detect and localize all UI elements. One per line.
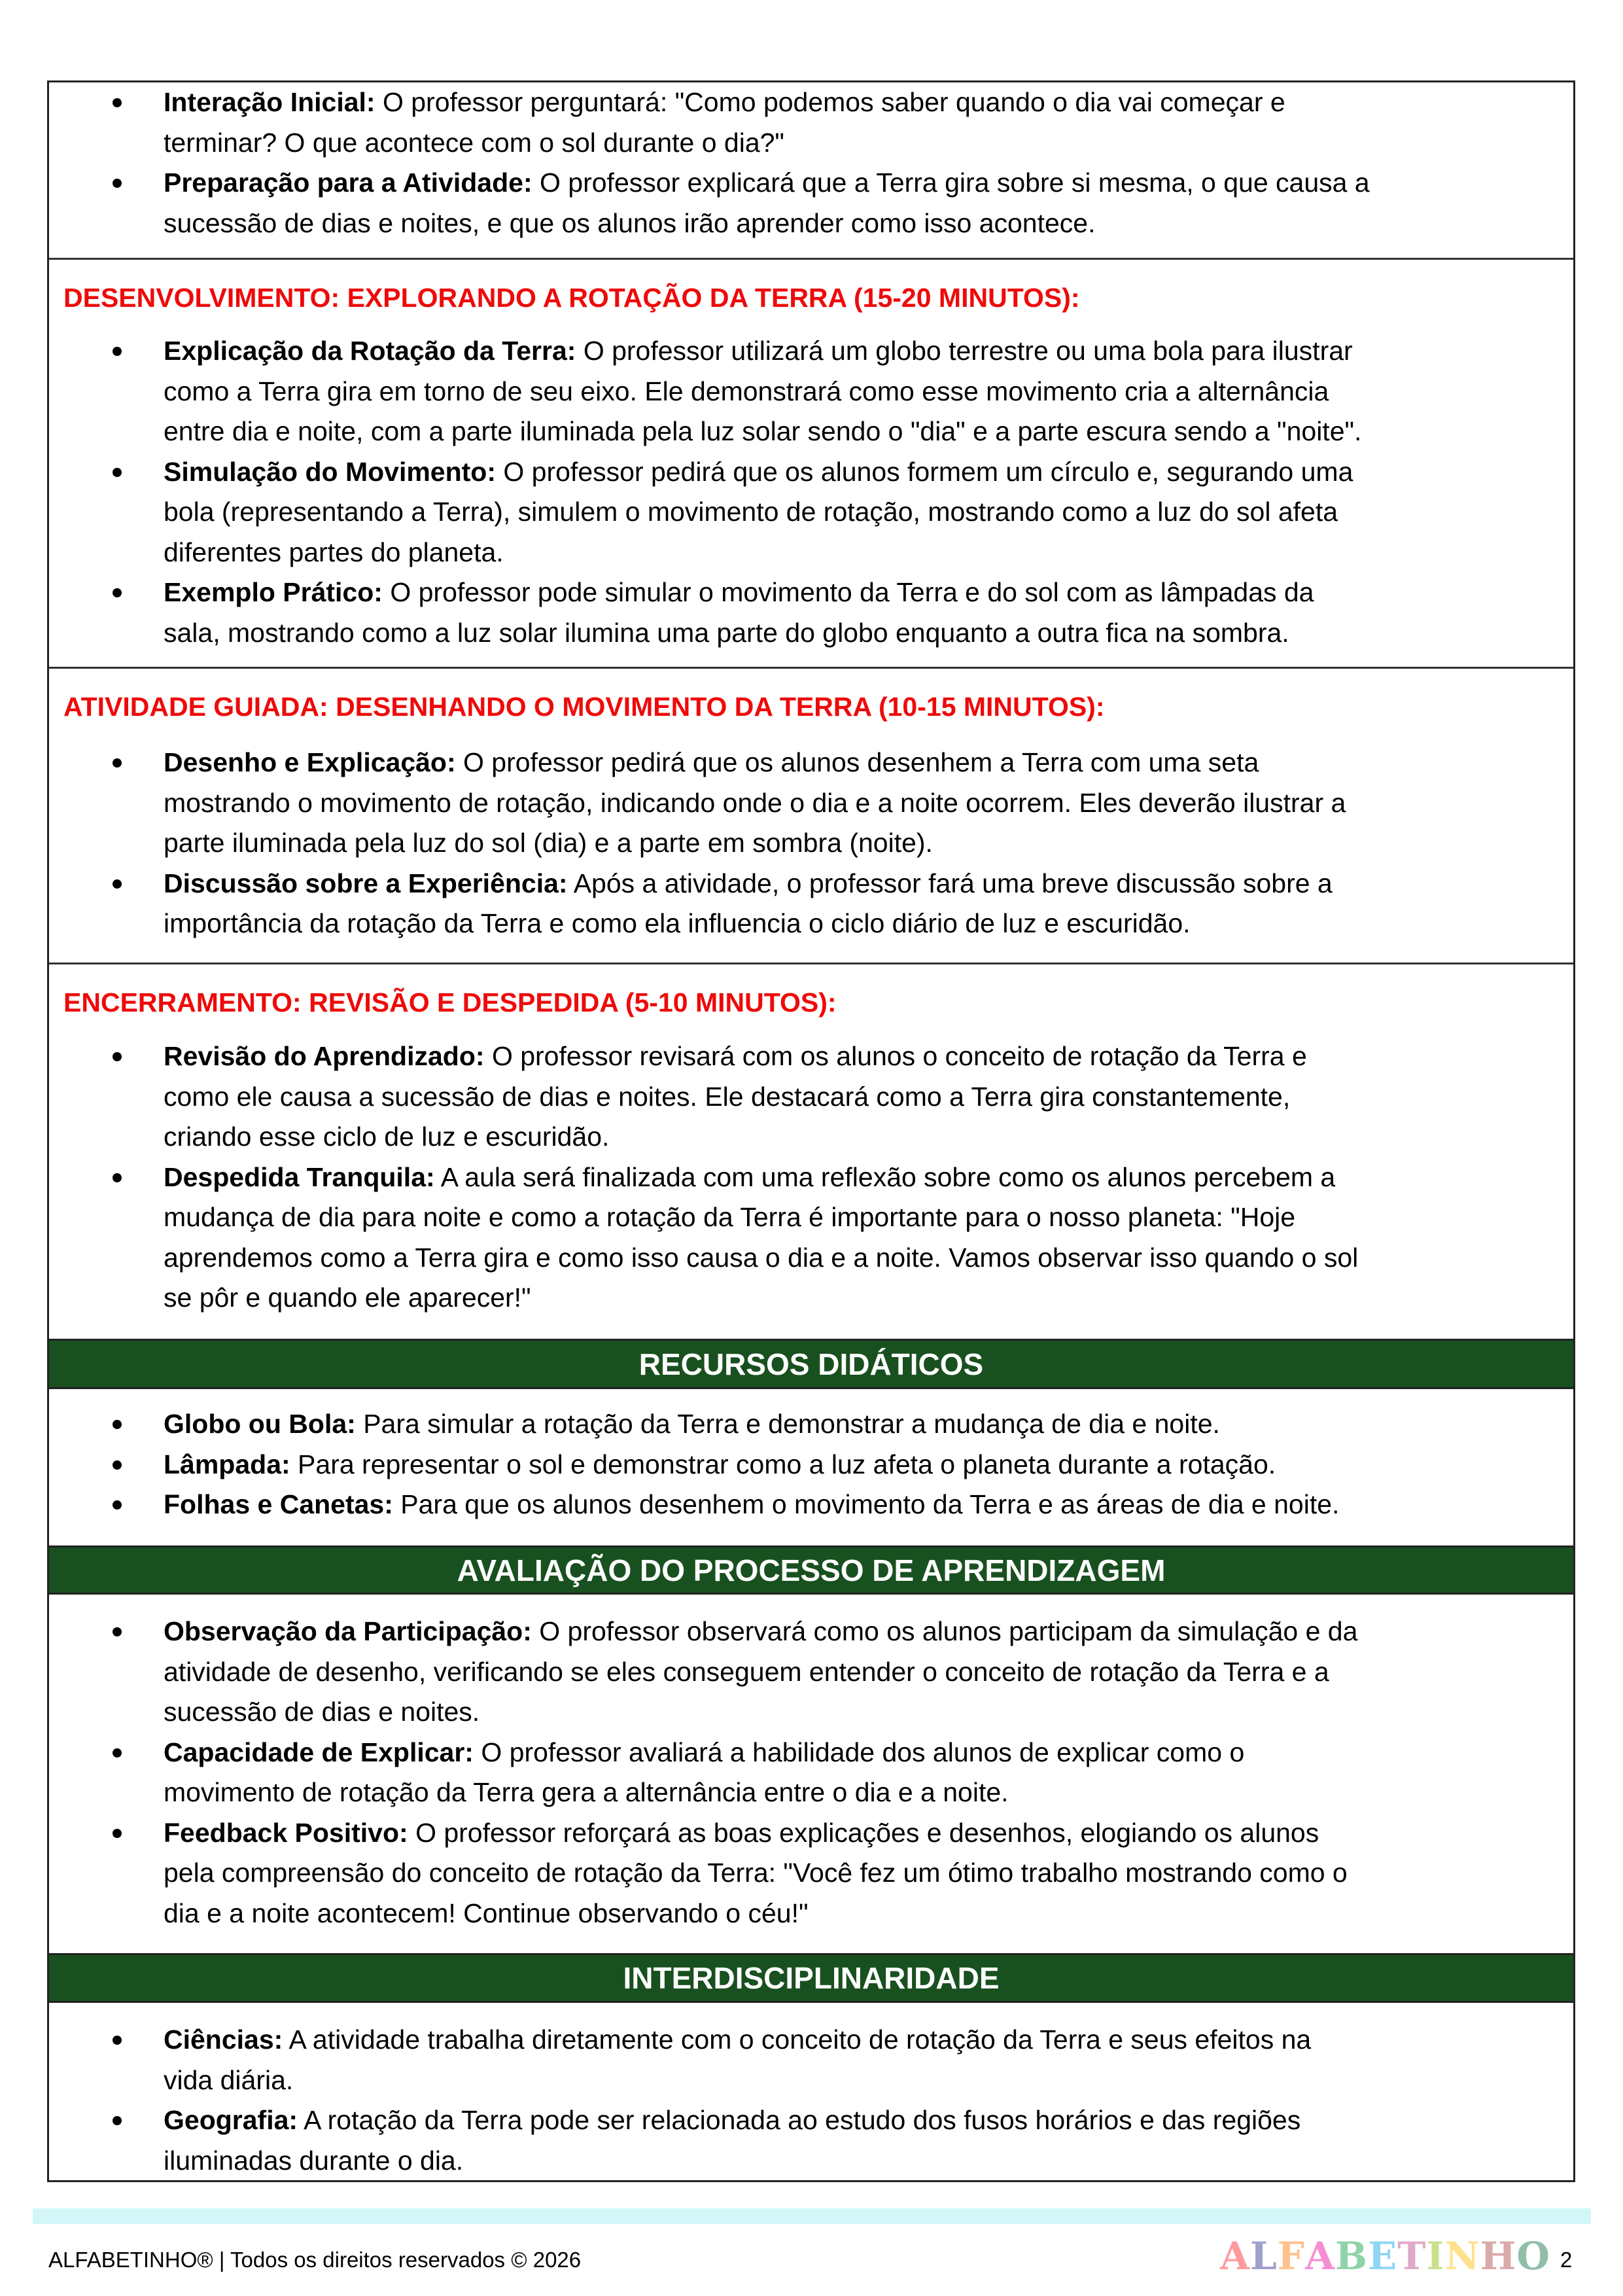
list-item-body: O professor revisará com os alunos o conceito de rotação da Terra e — [484, 1041, 1307, 1071]
avaliacao-header — [49, 1545, 1573, 1595]
list-item-continuation — [49, 1894, 1573, 1934]
list-item-body: dia e a noite acontecem! Continue observando o céu!" — [164, 1898, 809, 1928]
list-item — [49, 743, 1573, 783]
list-item-text — [164, 1445, 1276, 1485]
section-heading: DESENVOLVIMENTO: EXPLORANDO A ROTAÇÃO DA TERRA (15-20 MINUTOS): — [63, 283, 1080, 313]
list-item-body: criando esse ciclo de luz e escuridão. — [164, 1122, 610, 1152]
list-item-label: Ciências: — [164, 2024, 283, 2055]
desenvolvimento-row — [49, 258, 1573, 667]
list-item-body: O professor pode simular o movimento da Terra e do sol com as lâmpadas da — [382, 577, 1314, 607]
list-item-body: entre dia e noite, com a parte iluminada pela luz solar sendo o "dia" e a parte escura sendo a "noite". — [164, 416, 1362, 446]
list-item-body: O professor pedirá que os alunos formem um círculo e, segurando uma — [496, 456, 1353, 487]
lesson-plan-table — [47, 80, 1575, 2182]
list-item-label: Simulação do Movimento: — [164, 456, 496, 487]
footer-copyright: ALFABETINHO® | Todos os direitos reservados © 2026 — [48, 2248, 582, 2272]
list-item-text — [164, 864, 1333, 904]
bullet-icon — [113, 2116, 122, 2125]
list-item — [49, 1157, 1573, 1198]
list-item — [49, 82, 1573, 123]
bullet-icon — [113, 588, 122, 597]
list-item-text — [164, 372, 1329, 412]
interdisciplinaridade-row — [49, 2003, 1573, 2180]
list-item-continuation — [49, 613, 1573, 654]
bullet-icon — [113, 1052, 122, 1061]
list-item-body: aprendemos como a Terra gira e como isso causa o dia e a noite. Vamos observar isso quando o sol — [164, 1242, 1359, 1273]
encerramento-list — [49, 1036, 1573, 1318]
list-item-text — [164, 1692, 480, 1733]
recursos-row — [49, 1389, 1573, 1547]
list-item-body: O professor avaliará a habilidade dos alunos de explicar como o — [473, 1737, 1245, 1767]
list-item — [49, 2020, 1573, 2060]
alfabetinho-logo — [1220, 2234, 1550, 2278]
list-item-text — [164, 203, 1096, 244]
list-item-label: Explicação da Rotação da Terra: — [164, 336, 576, 366]
list-item-label: Geografia: — [164, 2105, 298, 2135]
interdisciplinaridade-title: INTERDISCIPLINARIDADE — [623, 1961, 1000, 1995]
list-item-text — [164, 2141, 463, 2181]
list-item — [49, 1612, 1573, 1652]
list-item-body: parte iluminada pela luz do sol (dia) e a parte em sombra (noite). — [164, 828, 933, 858]
logo-letter: N — [1444, 2234, 1480, 2278]
intro-list — [49, 82, 1573, 243]
avaliacao-list — [49, 1612, 1573, 1934]
section-heading: ATIVIDADE GUIADA: DESENHANDO O MOVIMENTO DA TERRA (10-15 MINUTOS): — [63, 692, 1105, 722]
bullet-icon — [113, 1748, 122, 1757]
desenvolvimento-list — [49, 331, 1573, 653]
list-item-text — [164, 1238, 1358, 1279]
list-item — [49, 1036, 1573, 1077]
list-item-text — [164, 1404, 1220, 1445]
list-item-body: O professor pedirá que os alunos desenhem a Terra com uma seta — [455, 747, 1259, 777]
atividade-row — [49, 667, 1573, 963]
list-item-body: A aula será finalizada com uma reflexão sobre como os alunos percebem a — [434, 1161, 1336, 1192]
list-item-label: Despedida Tranquila: — [164, 1161, 435, 1192]
list-item-text — [164, 1773, 1009, 1813]
list-item-body: mudança de dia para noite e como a rotação da Terra é importante para o nosso planeta: "Hoje — [164, 1202, 1296, 1232]
logo-letter: E — [1368, 2234, 1398, 2278]
list-item-label: Observação da Participação: — [164, 1616, 532, 1646]
list-item-text — [164, 1036, 1307, 1077]
list-item-continuation — [49, 1077, 1573, 1118]
recursos-header — [49, 1339, 1573, 1389]
list-item-text — [164, 823, 933, 864]
list-item-body: A atividade trabalha diretamente com o conceito de rotação da Terra e seus efeitos na — [283, 2024, 1312, 2055]
list-item-label: Feedback Positivo: — [164, 1817, 408, 1848]
logo-letter: F — [1277, 2234, 1305, 2278]
list-item-text — [164, 123, 784, 164]
list-item-text — [164, 412, 1361, 452]
list-item-continuation — [49, 1853, 1573, 1894]
list-item-body: vida diária. — [164, 2064, 294, 2095]
list-item-continuation — [49, 123, 1573, 164]
list-item-text — [164, 743, 1259, 783]
list-item-body: A rotação da Terra pode ser relacionada ao estudo dos fusos horários e das regiões — [298, 2105, 1301, 2135]
list-item-text — [164, 2060, 293, 2101]
list-item-continuation — [49, 1197, 1573, 1238]
list-item-body: bola (representando a Terra), simulem o movimento de rotação, mostrando como a luz do sol afeta — [164, 497, 1338, 527]
list-item — [49, 1445, 1573, 1485]
list-item-body: O professor observará como os alunos participam da simulação e da — [531, 1616, 1358, 1646]
list-item-label: Preparação para a Atividade: — [164, 168, 532, 198]
bullet-icon — [113, 468, 122, 477]
bullet-icon — [113, 879, 122, 889]
list-item — [49, 864, 1573, 904]
list-item-text — [164, 1485, 1339, 1525]
list-item-body: movimento de rotação da Terra gera a alternância entre o dia e a noite. — [164, 1777, 1009, 1807]
list-item-body: Para simular a rotação da Terra e demonstrar a mudança de dia e noite. — [355, 1409, 1220, 1439]
list-item-label: Exemplo Prático: — [164, 577, 383, 607]
list-item — [49, 1733, 1573, 1773]
encerramento-row — [49, 963, 1573, 1339]
list-item-text — [164, 163, 1370, 203]
list-item-text — [164, 1157, 1335, 1198]
avaliacao-row — [49, 1595, 1573, 1953]
footer-divider-bar — [33, 2208, 1591, 2224]
list-item-label: Interação Inicial: — [164, 87, 375, 117]
intro-row — [49, 82, 1573, 258]
bullet-icon — [113, 1627, 122, 1636]
list-item-continuation — [49, 412, 1573, 452]
list-item-continuation — [49, 1238, 1573, 1279]
list-item-text — [164, 904, 1191, 944]
logo-letter: T — [1397, 2234, 1427, 2278]
logo-letter: H — [1480, 2234, 1517, 2278]
list-item-body: como ele causa a sucessão de dias e noites. Ele destacará como a Terra gira constantemente, — [164, 1081, 1291, 1112]
list-item-continuation — [49, 533, 1573, 573]
bullet-icon — [113, 758, 122, 768]
bullet-icon — [113, 2036, 122, 2045]
list-item-text — [164, 452, 1353, 493]
bullet-icon — [113, 1173, 122, 1182]
section-heading: ENCERRAMENTO: REVISÃO E DESPEDIDA (5-10 MINUTOS): — [63, 987, 837, 1017]
list-item-continuation — [49, 372, 1573, 412]
list-item-body: se pôr e quando ele aparecer!" — [164, 1282, 531, 1313]
list-item-body: Após a atividade, o professor fará uma breve discussão sobre a — [567, 868, 1333, 898]
bullet-icon — [113, 179, 122, 188]
list-item — [49, 573, 1573, 613]
list-item-body: O professor perguntará: "Como podemos saber quando o dia vai começar e — [375, 87, 1285, 117]
list-item-body: sala, mostrando como a luz solar ilumina uma parte do globo enquanto a outra fica na sombra. — [164, 617, 1289, 648]
list-item-body: mostrando o movimento de rotação, indicando onde o dia e a noite ocorrem. Eles deverão ilustrar a — [164, 787, 1346, 818]
atividade-list — [49, 743, 1573, 944]
list-item-label: Folhas e Canetas: — [164, 1489, 393, 1519]
list-item-label: Discussão sobre a Experiência: — [164, 868, 568, 898]
list-item-body: Para que os alunos desenhem o movimento da Terra e as áreas de dia e noite. — [393, 1489, 1340, 1519]
list-item-body: terminar? O que acontece com o sol durante o dia?" — [164, 127, 784, 158]
logo-letter: A — [1304, 2234, 1335, 2278]
logo-letter: L — [1250, 2234, 1278, 2278]
list-item-body: sucessão de dias e noites, e que os alunos irão aprender como isso acontece. — [164, 207, 1096, 238]
list-item — [49, 2100, 1573, 2141]
list-item-text — [164, 533, 504, 573]
avaliacao-title: AVALIAÇÃO DO PROCESSO DE APRENDIZAGEM — [457, 1553, 1166, 1587]
list-item-continuation — [49, 1117, 1573, 1157]
list-item-label: Desenho e Explicação: — [164, 747, 456, 777]
list-item-label: Globo ou Bola: — [164, 1409, 356, 1439]
list-item-text — [164, 331, 1353, 372]
list-item — [49, 163, 1573, 203]
list-item-label: Lâmpada: — [164, 1449, 290, 1479]
list-item — [49, 1813, 1573, 1854]
bullet-icon — [113, 1420, 122, 1429]
page-number: 2 — [1560, 2248, 1573, 2272]
list-item-label: Revisão do Aprendizado: — [164, 1041, 485, 1071]
list-item-continuation — [49, 1652, 1573, 1693]
list-item-continuation — [49, 1278, 1573, 1318]
list-item-text — [164, 1733, 1244, 1773]
list-item-continuation — [49, 904, 1573, 944]
list-item-text — [164, 1612, 1357, 1652]
list-item-continuation — [49, 2060, 1573, 2101]
list-item-text — [164, 613, 1289, 654]
list-item — [49, 452, 1573, 493]
bullet-icon — [113, 1500, 122, 1510]
bullet-icon — [113, 347, 122, 356]
list-item-body: O professor utilizará um globo terrestre ou uma bola para ilustrar — [576, 336, 1353, 366]
list-item-text — [164, 82, 1285, 123]
logo-letter: I — [1426, 2234, 1445, 2278]
list-item-continuation — [49, 492, 1573, 533]
list-item-text — [164, 1278, 531, 1318]
bullet-icon — [113, 98, 122, 107]
list-item-text — [164, 2100, 1300, 2141]
list-item-body: como a Terra gira em torno de seu eixo. Ele demonstrará como esse movimento cria a alternância — [164, 376, 1329, 406]
logo-letter: B — [1335, 2234, 1369, 2278]
list-item-body: Para representar o sol e demonstrar como a luz afeta o planeta durante a rotação. — [290, 1449, 1276, 1479]
list-item-label: Capacidade de Explicar: — [164, 1737, 474, 1767]
interdisciplinaridade-list — [49, 2020, 1573, 2180]
list-item-continuation — [49, 203, 1573, 244]
list-item-body: atividade de desenho, verificando se eles conseguem entender o conceito de rotação da Terra e a — [164, 1656, 1329, 1687]
list-item-body: importância da rotação da Terra e como ela influencia o ciclo diário de luz e escuridão. — [164, 908, 1191, 938]
list-item-text — [164, 1197, 1295, 1238]
list-item-body: O professor reforçará as boas explicações e desenhos, elogiando os alunos — [408, 1817, 1319, 1848]
list-item-body: iluminadas durante o dia. — [164, 2145, 464, 2176]
list-item-continuation — [49, 783, 1573, 824]
list-item-body: sucessão de dias e noites. — [164, 1697, 480, 1727]
list-item-text — [164, 573, 1314, 613]
list-item-text — [164, 1853, 1348, 1894]
interdisciplinaridade-header — [49, 1953, 1573, 2003]
list-item-body: O professor explicará que a Terra gira sobre si mesma, o que causa a — [532, 168, 1370, 198]
list-item-body: pela compreensão do conceito de rotação da Terra: "Você fez um ótimo trabalho mostrando como o — [164, 1858, 1348, 1888]
bullet-icon — [113, 1829, 122, 1838]
list-item — [49, 1404, 1573, 1445]
list-item-body: diferentes partes do planeta. — [164, 537, 504, 567]
list-item-text — [164, 1077, 1290, 1118]
list-item — [49, 1485, 1573, 1525]
list-item-text — [164, 1117, 609, 1157]
list-item-continuation — [49, 823, 1573, 864]
list-item-text — [164, 1813, 1319, 1854]
list-item-text — [164, 492, 1338, 533]
list-item-text — [164, 2020, 1311, 2060]
list-item-text — [164, 1652, 1329, 1693]
recursos-title: RECURSOS DIDÁTICOS — [638, 1347, 984, 1381]
logo-letter: A — [1220, 2234, 1251, 2278]
list-item — [49, 331, 1573, 372]
recursos-list — [49, 1404, 1573, 1525]
list-item-text — [164, 1894, 809, 1934]
list-item-continuation — [49, 1692, 1573, 1733]
list-item-text — [164, 783, 1346, 824]
bullet-icon — [113, 1460, 122, 1470]
list-item-continuation — [49, 2141, 1573, 2181]
logo-letter: O — [1516, 2234, 1550, 2278]
list-item-continuation — [49, 1773, 1573, 1813]
